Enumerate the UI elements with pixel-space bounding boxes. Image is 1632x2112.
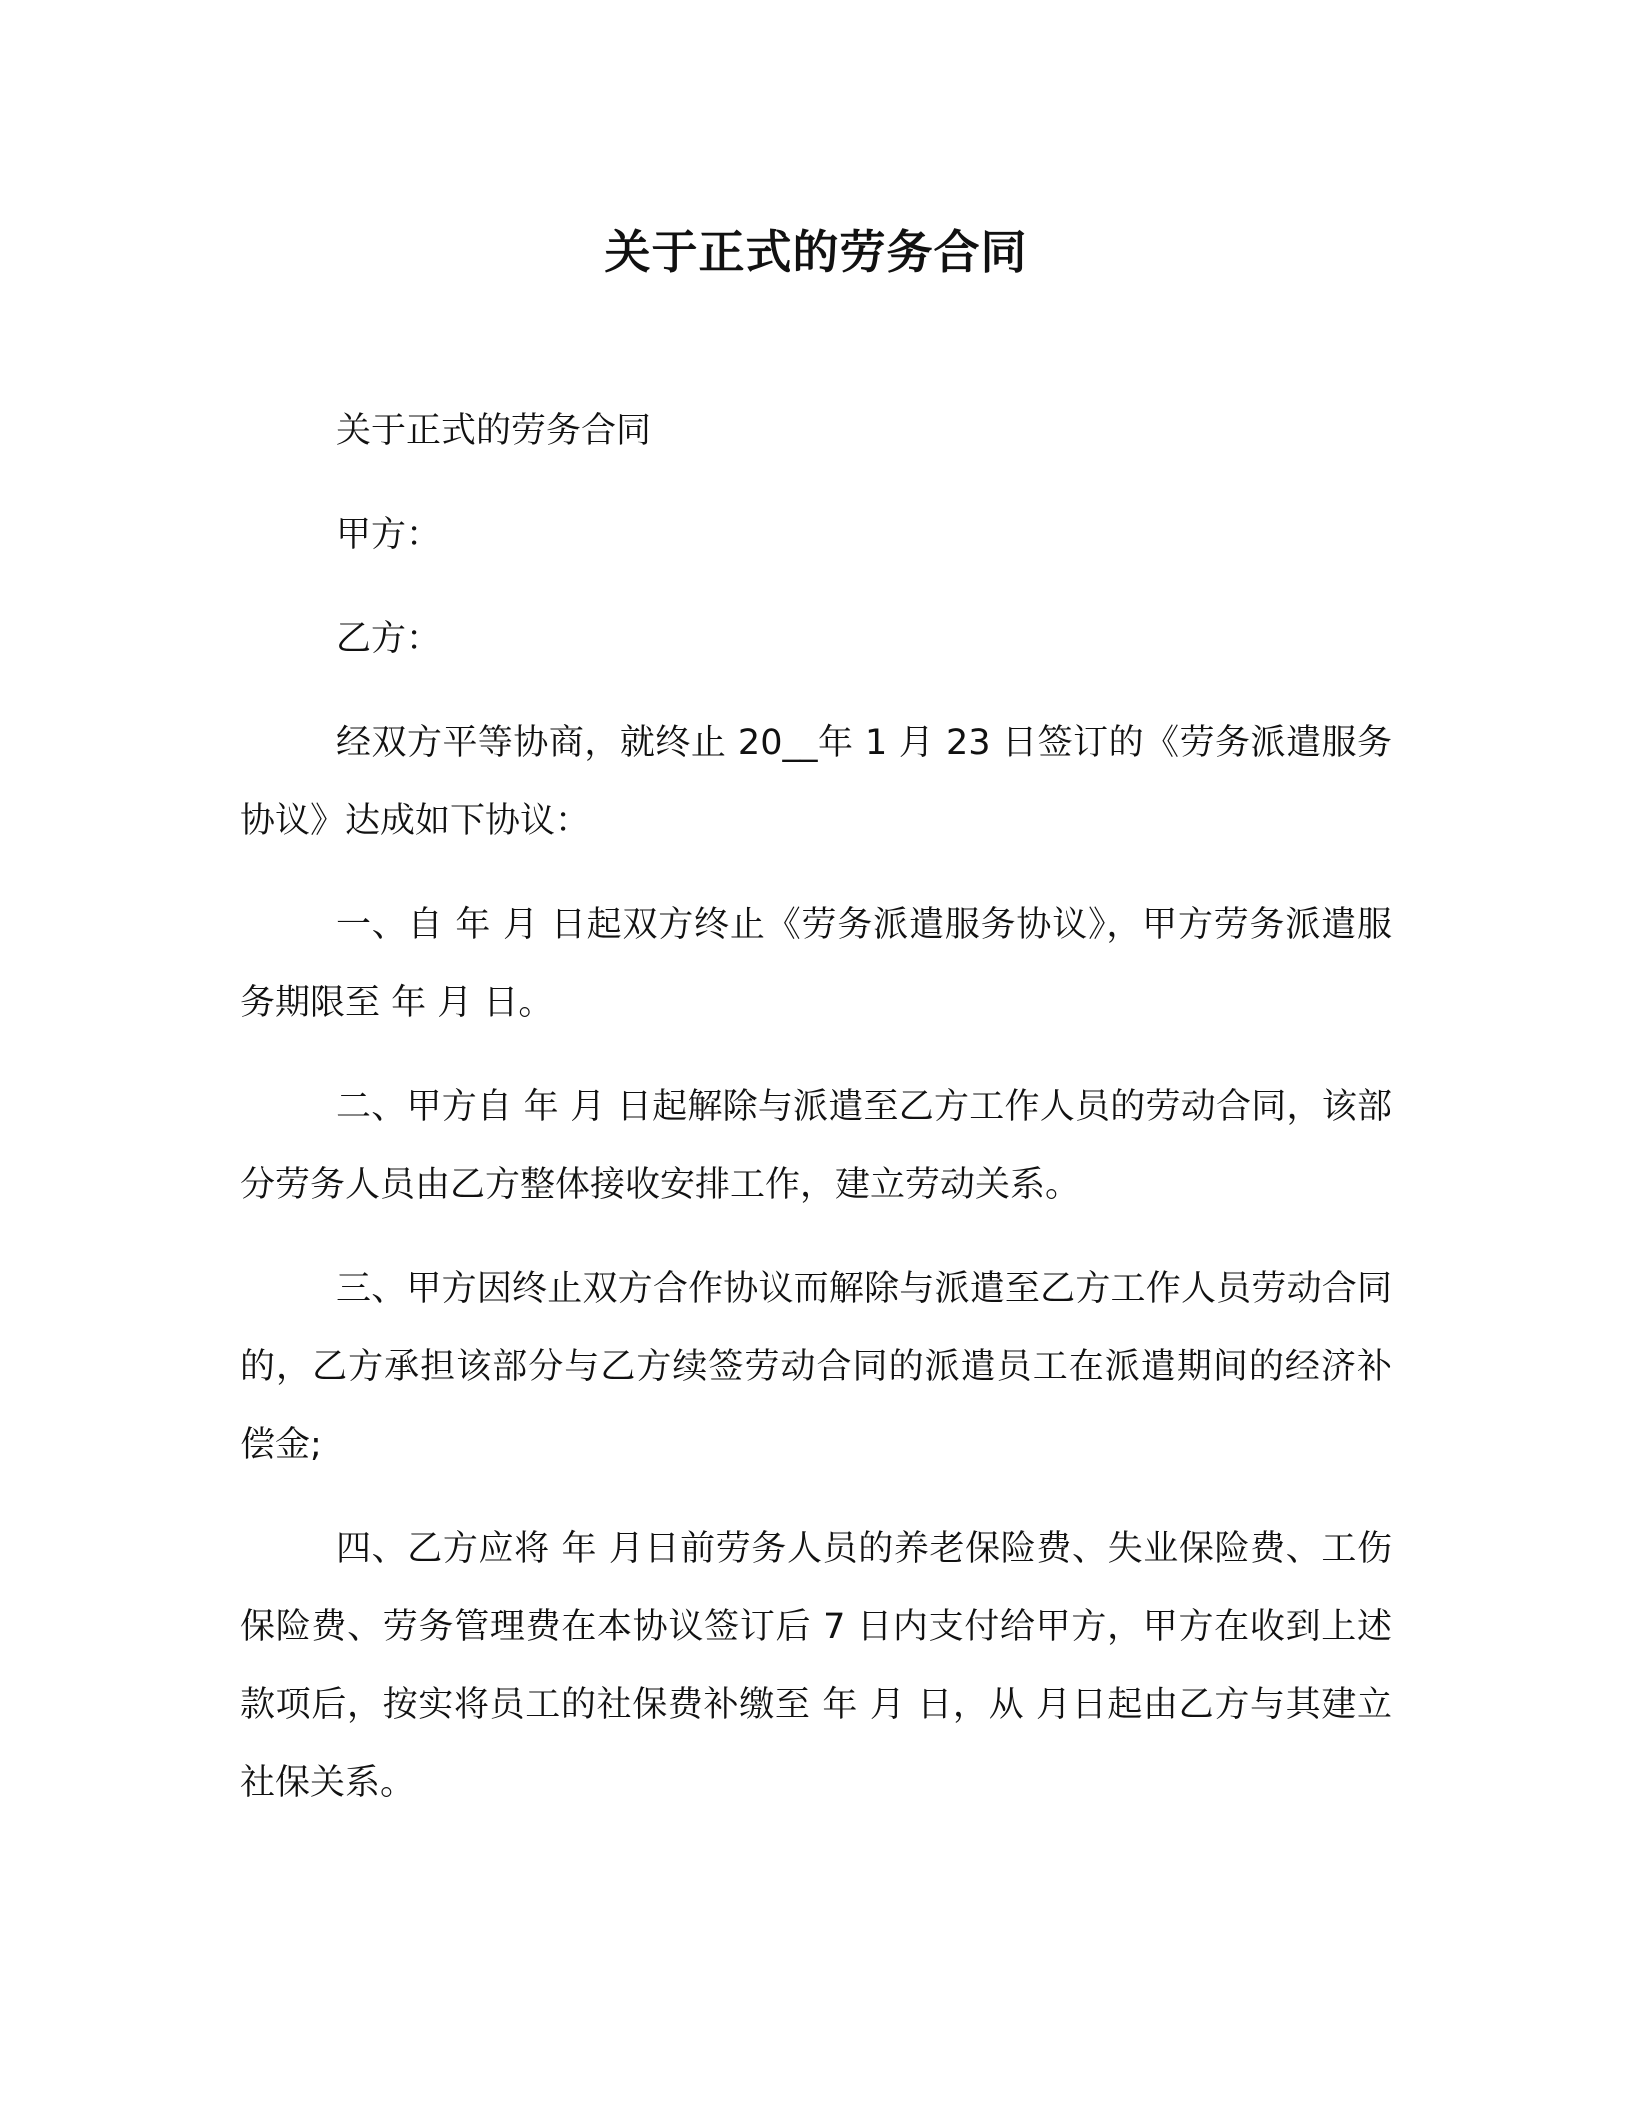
paragraph-heading: 关于正式的劳务合同 bbox=[336, 411, 652, 451]
paragraph-party-a: 甲方： bbox=[336, 515, 442, 555]
paragraph-clause-2: 二、甲方自 年 月 日起解除与派遣至乙方工作人员的劳动合同，该部分劳务人员由乙方整体接收安排工作，建立劳动关系。 bbox=[240, 1087, 1392, 1205]
paragraph-clause-3: 三、甲方因终止双方合作协议而解除与派遣至乙方工作人员劳动合同的，乙方承担该部分与乙方续签劳动合同的派遣员工在派遣期间的经济补偿金; bbox=[240, 1269, 1392, 1465]
paragraph-clause-4: 四、乙方应将 年 月日前劳务人员的养老保险费、失业保险费、工伤保险费、劳务管理费在本协议签订后 7 日内支付给甲方，甲方在收到上述款项后，按实将员工的社保费补缴至 年 月 日，从 月日起由乙方与其建立社保关系。 bbox=[240, 1529, 1392, 1803]
document-title: 关于正式的劳务合同 bbox=[604, 225, 1028, 279]
document-body bbox=[240, 392, 1392, 1848]
paragraph-party-b: 乙方： bbox=[336, 619, 442, 659]
paragraph-preamble: 经双方平等协商，就终止 20__年 1 月 23 日签订的《劳务派遣服务协议》达成如下协议： bbox=[240, 723, 1392, 841]
paragraph-clause-1: 一、自 年 月 日起双方终止《劳务派遣服务协议》，甲方劳务派遣服务期限至 年 月 日。 bbox=[240, 905, 1392, 1023]
